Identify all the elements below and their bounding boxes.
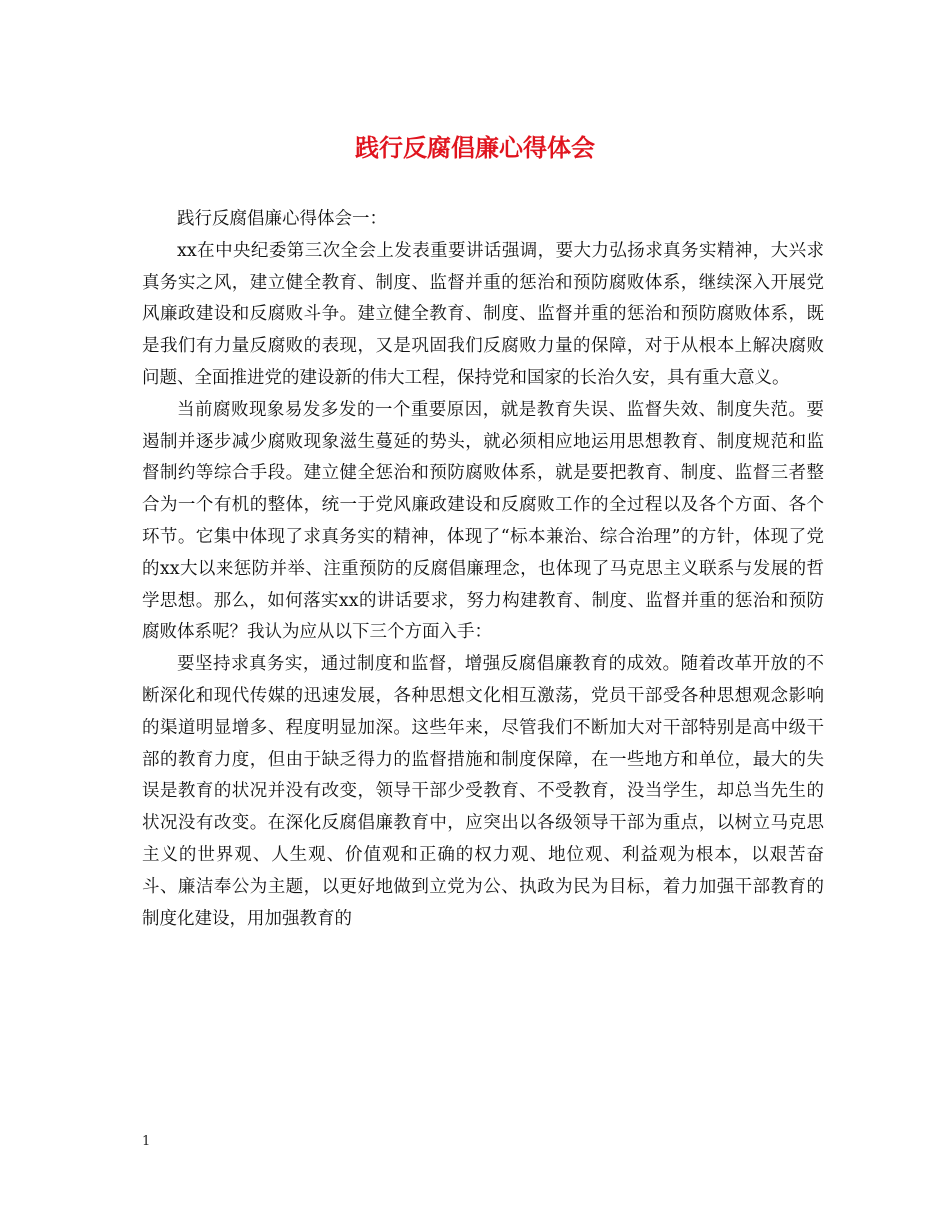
page-number: 1 <box>142 1134 151 1149</box>
paragraph-heading: 践行反腐倡廉心得体会一： <box>177 209 387 229</box>
document-body <box>142 204 824 935</box>
paragraph: xx在中央纪委第三次全会上发表重要讲话强调，要大力弘扬求真务实精神，大兴求真务实之风，建立健全教育、制度、监督并重的惩治和预防腐败体系，继续深入开展党风廉政建设和反腐败斗争。建立健全教育、制度、监督并重的惩治和预防腐败体系，既是我们有力量反腐败的表现，又是巩固我们反腐败力量的保障，对于从根本上解决腐败问题、全面推进党的建设新的伟大工程，保持党和国家的长治久安，具有重大意义。 <box>142 240 824 388</box>
paragraph: 当前腐败现象易发多发的一个重要原因，就是教育失误、监督失效、制度失范。要遏制并逐步减少腐败现象滋生蔓延的势头，就必须相应地运用思想教育、制度规范和监督制约等综合手段。建立健全惩治和预防腐败体系，就是要把教育、制度、监督三者整合为一个有机的整体，统一于党风廉政建设和反腐败工作的全过程以及各个方面、各个环节。它集中体现了求真务实的精神，体现了“标本兼治、综合治理”的方针，体现了党的xx大以来惩防并举、注重预防的反腐倡廉理念，也体现了马克思主义联系与发展的哲学思想。那么，如何落实xx的讲话要求，努力构建教育、制度、监督并重的惩治和预防腐败体系呢？我认为应从以下三个方面入手： <box>142 399 824 643</box>
paragraph: 要坚持求真务实，通过制度和监督，增强反腐倡廉教育的成效。随着改革开放的不断深化和现代传媒的迅速发展，各种思想文化相互激荡，党员干部受各种思想观念影响的渠道明显增多、程度明显加深。这些年来，尽管我们不断加大对干部特别是高中级干部的教育力度，但由于缺乏得力的监督措施和制度保障，在一些地方和单位，最大的失误是教育的状况并没有改变，领导干部少受教育、不受教育，没当学生，却总当先生的状况没有改变。在深化反腐倡廉教育中，应突出以各级领导干部为重点，以树立马克思主义的世界观、人生观、价值观和正确的权力观、地位观、利益观为根本，以艰苦奋斗、廉洁奉公为主题，以更好地做到立党为公、执政为民为目标，着力加强干部教育的制度化建设，用加强教育的 <box>142 654 824 929</box>
document-title: 践行反腐倡廉心得体会 <box>355 133 595 162</box>
